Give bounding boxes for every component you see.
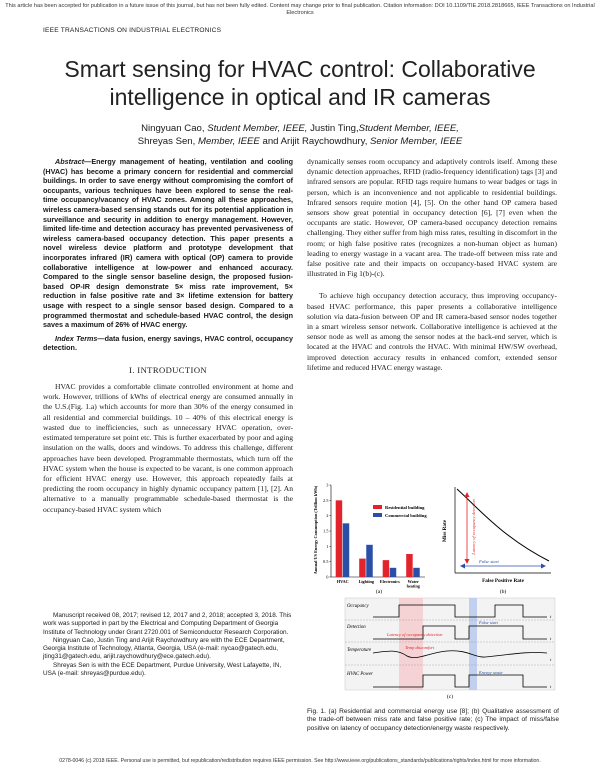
latency-highlight	[399, 598, 423, 690]
panel-a-label: (a)	[375, 589, 383, 595]
author-list	[40, 122, 560, 148]
arrow-head-icon	[541, 564, 546, 569]
y-axis-label: Annual US Energy Consumption (Trillion kWh)	[313, 485, 318, 575]
right-column	[307, 157, 557, 373]
latency-annotation: Latency of occupancy detection	[471, 499, 476, 555]
footnote-affiliation-2: Shreyas Sen is with the ECE Department, Purdue University, West Lafayette, IN, USA (e-mail: shreyas@purdue.edu).	[43, 661, 282, 678]
abstract-text: —Energy management of heating, ventilation and cooling (HVAC) has become a primary concern for residential and commercial buildings. In order to save energy without compromising the comfort of occupants, various techniques have been explored to sense the real-time occupancy/vacancy of HVAC zones. Among all these approaches, wireless camera-based sensing stands out for its potential application in surveillance and security in addition to energy management. However, limited life-time and detection accuracy has prevented pervasiveness of wireless camera-based occupancy detection. This paper presents a novel wireless device platform and prototype development that incorporates infrared (IR) camera with optical (OP) camera to provide collaborative intelligence at low-power and enhanced accuracy. Compared to the single sensor baseline design, the proposed fusion-based OP-IR design demonstrate 5× miss rate improvement, 5× reduction in false positive rate and 3× lifetime extension for battery usage with respect to a single sensor based design. Compared to a programmed thermostat and schedule-based HVAC control, the design saves a maximum of 26% of HVAC energy.	[43, 157, 293, 330]
bar-commercial	[343, 523, 349, 577]
author-role: Senior Member, IEEE	[370, 136, 463, 147]
false-start-highlight	[469, 598, 477, 690]
footnote-manuscript: Manuscript received 08, 2017; revised 12, 2017 and 2, 2018; accepted 3, 2018. This work was supported in part by the Electrical and Computing Department of Georgia Institute of Technology under Grant 2720.001 of Semiconductor Research Corporation.	[43, 612, 292, 636]
bottom-note: 0278-0046 (c) 2018 IEEE. Personal use is permitted, but republication/redistribution requires IEEE permission. See http://www.ieee.org/publications_standards/publications/rights/index.html for more information.	[59, 758, 541, 764]
intro-paragraph: HVAC provides a comfortable climate controlled environment at home and work. However, trillions of kWhs of electrical energy are consumed annually in the U.S.(Fig. 1.a) which accounts for more than 30% of the energy consumed in all residential and commercial buildings. 10 – 40% of this electrical energy is wasted due to inefficiencies, such as unnecessary HVAC operation, over-estimated temperature set point etc. This is further exacerbated by poor and aging insulation on the walls, doors and windows. To address this challenge, different approaches have been developed. Programmable thermostats, which turn off the HVAC system when the house is expected to be vacant, is one common approach for efficient HVAC energy use. However, this approach repeatedly fails at predicting the room occupancy in highly dynamic occupancy pattern [1], [2]. An alternative to a manually programmable schedule-based thermostat is the occupancy-based HVAC system which	[43, 382, 293, 514]
author-text: and Arijit Raychowdhury,	[259, 136, 371, 147]
figure-1	[307, 465, 559, 700]
t-label: t	[550, 684, 552, 689]
left-column	[43, 157, 293, 515]
body-paragraph: To achieve high occupancy detection accuracy, thus improving occupancy-based HVAC performance, this paper presents a collaborative intelligence solution via data-fusion between OP and IR camera-based sensor nodes together in a smart wireless sensor network. Collaborative intelligence is achieved at the sensor node as well as among the sensor nodes at the back-end server, which is located at the HVAC and controls the HVAC. With minimal HW/SW overhead, improved detection accuracy results in enhanced comfort, extended sensor lifetime and reduced HVAC energy wastage.	[307, 291, 557, 372]
legend-label-commercial: Commercial building	[385, 512, 427, 518]
arrow-head-icon	[460, 564, 465, 569]
t-label: t	[550, 614, 552, 619]
category-label: Water	[407, 579, 419, 584]
section-heading: I. INTRODUCTION	[128, 364, 208, 375]
bar-commercial	[413, 568, 419, 577]
y-axis-label: Miss Rate	[442, 519, 448, 543]
author-text: Ningyuan Cao,	[141, 123, 208, 134]
legend-swatch-commercial	[373, 513, 382, 517]
figure-svg	[307, 465, 559, 700]
figure-caption: Fig. 1. (a) Residential and commercial energy use [8]; (b) Qualitative assessment of the trade-off between miss rate and false positive rate; (c) The impact of miss/false positive on latency of occupancy detection/energy waste respectively.	[307, 708, 559, 732]
row-label-occupancy: Occupancy	[347, 604, 369, 609]
false-start-annotation: False start	[479, 620, 498, 625]
t-label: t	[550, 636, 552, 641]
x-axis-label: False Positive Rate	[482, 578, 524, 584]
panel-c-timing	[345, 598, 555, 700]
y-tick-label: 0	[326, 574, 329, 580]
panel-b-tradeoff	[442, 487, 551, 595]
legend-swatch-residential	[373, 505, 382, 509]
y-tick-label: 3	[326, 482, 329, 488]
latency-annotation: Latency of occupancy detection	[387, 632, 443, 637]
footnote-affiliation-1: Ningyuan Cao, Justin Ting and Arijit Raychowdhury are with the ECE Department, Georgia Institute of Technology, Atlanta, Georgia, USA (e-mail: nycao@gatech.edu, jting31@gatech.edu, arijit.raychowdhury@ece.gatech.edu).	[43, 636, 285, 661]
category-label: Lighting	[358, 579, 374, 584]
running-head: IEEE TRANSACTIONS ON INDUSTRIAL ELECTRONICS	[43, 27, 222, 34]
y-tick-label: 2.5	[323, 497, 329, 503]
top-note: This article has been accepted for publication in a future issue of this journal, but has not been fully edited. Content may change prior to final publication. Citation information: DOI 10.1109/TIE.2018.2818665, IEEE Transactions on Industrial Electronics	[5, 3, 595, 16]
arrow-head-icon	[465, 492, 470, 497]
panel-c-label: (c)	[446, 694, 454, 700]
y-tick-label: 2	[326, 513, 329, 519]
abstract	[43, 157, 293, 330]
index-terms-text: —data fusion, energy savings, HVAC control, occupancy detection.	[43, 333, 294, 353]
y-tick-label: 0.5	[323, 559, 329, 565]
panel-b-label: (b)	[499, 589, 507, 595]
arrow-head-icon	[465, 559, 470, 564]
bar-residential	[383, 560, 389, 577]
panel-a-bar-chart	[313, 483, 427, 596]
legend-label-residential: Residential building	[385, 504, 425, 510]
temp-discomfort-annotation: Temp discomfort	[405, 645, 435, 650]
bar-residential	[406, 554, 412, 577]
timing-background	[345, 598, 555, 690]
bar-commercial	[390, 568, 396, 577]
abstract-label: Abstract	[55, 157, 85, 166]
author-text: Justin Ting,	[307, 123, 359, 134]
row-label-temperature: Temperature	[347, 648, 372, 653]
false-start-annotation: False start	[479, 559, 499, 564]
index-terms-label: Index Terms	[55, 333, 98, 343]
body-paragraph: dynamically senses room occupancy and adaptively controls itself. Among these dynamic detection approaches, RFID (radio-frequency identification) tags [3] and infrared sensors are popular. RFID tags require humans to wear badges or tags in person, which is an inconvenience and not applicable to residential buildings. Infrared sensors require motion [4], [5]. On the other hand OP camera based sensors show great potential in occupancy detection [6], [7] even when the occupants are static. However, OP camera-based occupancy detection remains challenging. They either suffer from high miss rates, resulting in discomfort in the room; or high false positive rates (recognizes a non-human object as human) leading to energy wastage in a vacant area. The trade-off between miss rate and false positive rate and their impacts on occupancy-based HVAC system are illustrated in Fig 1(b)-(c).	[307, 157, 557, 279]
bar-residential	[336, 500, 342, 577]
author-role: Member, IEEE	[197, 136, 260, 147]
category-label: HVAC	[336, 579, 349, 584]
author-role: Student Member, IEEE,	[207, 123, 308, 134]
category-label: Electronics	[379, 579, 400, 584]
t-label: t	[550, 657, 552, 662]
row-label-hvac-power: HVAC Power	[347, 672, 373, 677]
y-tick-label: 1	[326, 543, 329, 549]
energy-waste-annotation: Energy waste	[479, 670, 503, 675]
y-tick-label: 1.5	[323, 528, 329, 534]
index-terms	[43, 334, 293, 353]
footnote	[43, 612, 295, 678]
category-label: heating	[406, 583, 420, 589]
author-text: Shreyas Sen,	[137, 136, 198, 147]
paper-title: Smart sensing for HVAC control: Collaborative intelligence in optical and IR cameras	[64, 56, 536, 110]
bar-commercial	[366, 545, 372, 577]
row-label-detection: Detection	[347, 625, 366, 630]
author-role: Student Member, IEEE,	[358, 123, 459, 134]
bar-residential	[359, 559, 365, 577]
